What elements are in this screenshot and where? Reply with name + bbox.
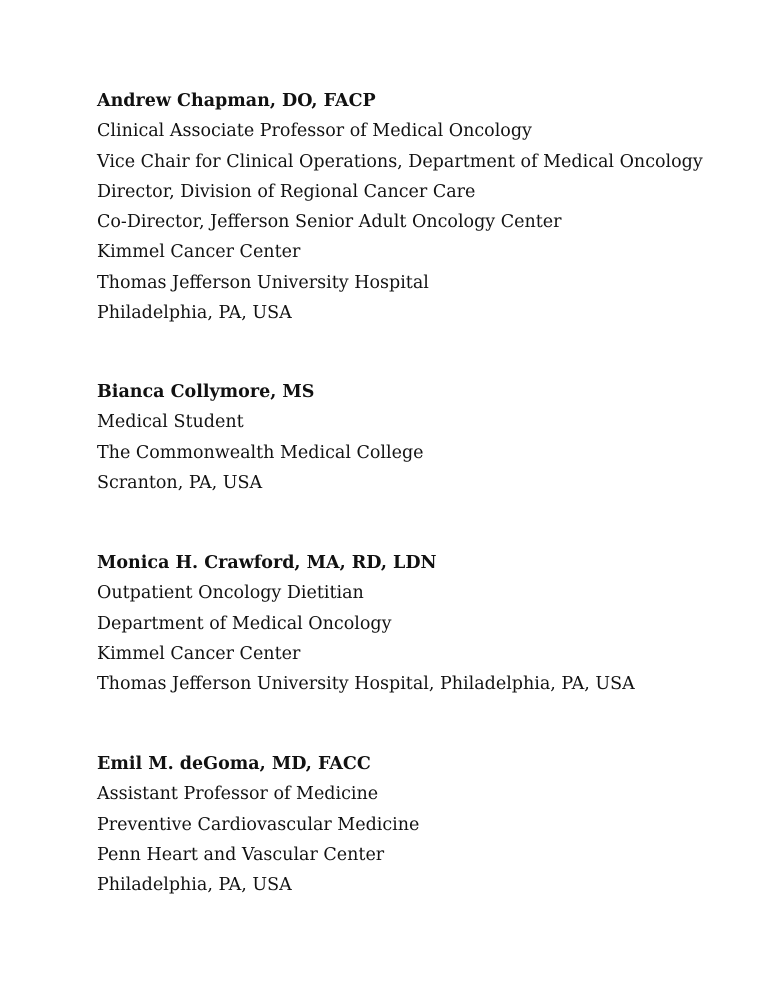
affiliation-line: Vice Chair for Clinical Operations, Department of Medical Oncology — [97, 151, 703, 172]
affiliation-line: Thomas Jefferson University Hospital, Philadelphia, PA, USA — [97, 674, 635, 695]
affiliation-line: Co-Director, Jefferson Senior Adult Oncology Center — [97, 212, 562, 233]
affiliation-line: Preventive Cardiovascular Medicine — [97, 814, 420, 835]
contributor-name: Andrew Chapman, DO, FACP — [97, 91, 376, 111]
contributor-entry-collymore — [97, 377, 757, 498]
contributor-name: Monica H. Crawford, MA, RD, LDN — [97, 553, 437, 573]
affiliation-line: Department of Medical Oncology — [97, 613, 392, 634]
affiliation-line: Thomas Jefferson University Hospital — [97, 272, 429, 293]
affiliation-line: Philadelphia, PA, USA — [97, 875, 292, 896]
affiliation-line: Clinical Associate Professor of Medical Oncology — [97, 121, 532, 142]
affiliation-line: Scranton, PA, USA — [97, 472, 263, 493]
affiliation-line: Medical Student — [97, 412, 244, 433]
affiliation-line: Penn Heart and Vascular Center — [97, 844, 385, 865]
affiliation-line: Philadelphia, PA, USA — [97, 303, 292, 324]
affiliation-line: Director, Division of Regional Cancer Care — [97, 181, 476, 202]
affiliation-line: Kimmel Cancer Center — [97, 242, 301, 263]
contributor-entry-crawford — [97, 548, 757, 699]
contributor-name: Emil M. deGoma, MD, FACC — [97, 754, 371, 774]
affiliation-line: Assistant Professor of Medicine — [97, 784, 379, 805]
affiliation-line: Outpatient Oncology Dietitian — [97, 583, 364, 604]
contributor-name: Bianca Collymore, MS — [97, 382, 315, 402]
contributor-entry-chapman — [97, 86, 757, 328]
affiliation-line: The Commonwealth Medical College — [97, 442, 424, 463]
contributor-entry-degoma — [97, 749, 757, 900]
affiliation-line: Kimmel Cancer Center — [97, 643, 301, 664]
